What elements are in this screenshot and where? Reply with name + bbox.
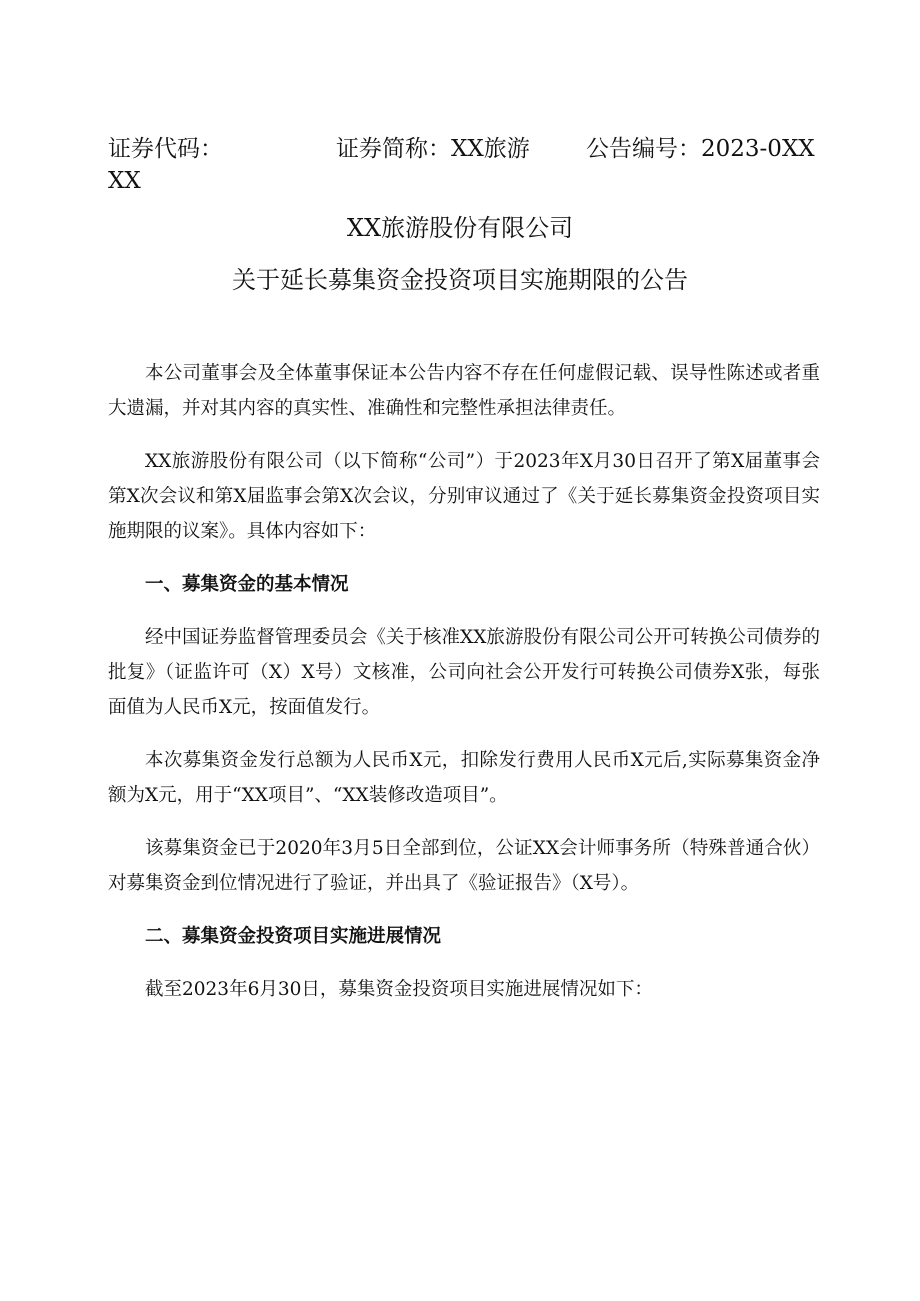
- paragraph-approval: 经中国证券监督管理委员会《关于核准XX旅游股份有限公司公开可转换公司债券的批复》（证监许可（X）X号）文核准，公司向社会公开发行可转换公司债券X张，每张面值为人民币X元，按面值发行。: [108, 627, 820, 718]
- paragraph-intro: XX旅游股份有限公司（以下简称“公司”）于2023年X月30日召开了第X届董事会第X次会议和第X届监事会第X次会议，分别审议通过了《关于延长募集资金投资项目实施期限的议案》。具体内容如下：: [108, 451, 820, 542]
- document-body: [108, 356, 820, 1025]
- notice-number-continuation: XX: [108, 168, 141, 194]
- paragraph-disclaimer: 本公司董事会及全体董事保证本公告内容不存在任何虚假记载、误导性陈述或者重大遗漏，并对其内容的真实性、准确性和完整性承担法律责任。: [108, 363, 820, 419]
- section-heading-2: 二、募集资金投资项目实施进展情况: [145, 926, 442, 947]
- securities-short-name: 证券简称：XX旅游: [336, 136, 530, 162]
- section-heading-1: 一、募集资金的基本情况: [145, 574, 349, 595]
- paragraph-progress: 截至2023年6月30日，募集资金投资项目实施进展情况如下：: [145, 979, 653, 1000]
- paragraph-verification: 该募集资金已于2020年3月5日全部到位，公证XX会计师事务所（特殊普通合伙）对募集资金到位情况进行了验证，并出具了《验证报告》（X号）。: [108, 838, 820, 894]
- company-title: XX旅游股份有限公司: [346, 214, 574, 242]
- notice-number: 公告编号：2023-0XX: [586, 136, 815, 162]
- document-header: [108, 132, 820, 166]
- paragraph-amount: 本次募集资金发行总额为人民币X元，扣除发行费用人民币X元后,实际募集资金净额为X元，用于“XX项目”、“XX装修改造项目”。: [108, 750, 820, 806]
- securities-code-label: 证券代码：: [108, 136, 223, 162]
- announcement-title: 关于延长募集资金投资项目实施期限的公告: [232, 266, 688, 294]
